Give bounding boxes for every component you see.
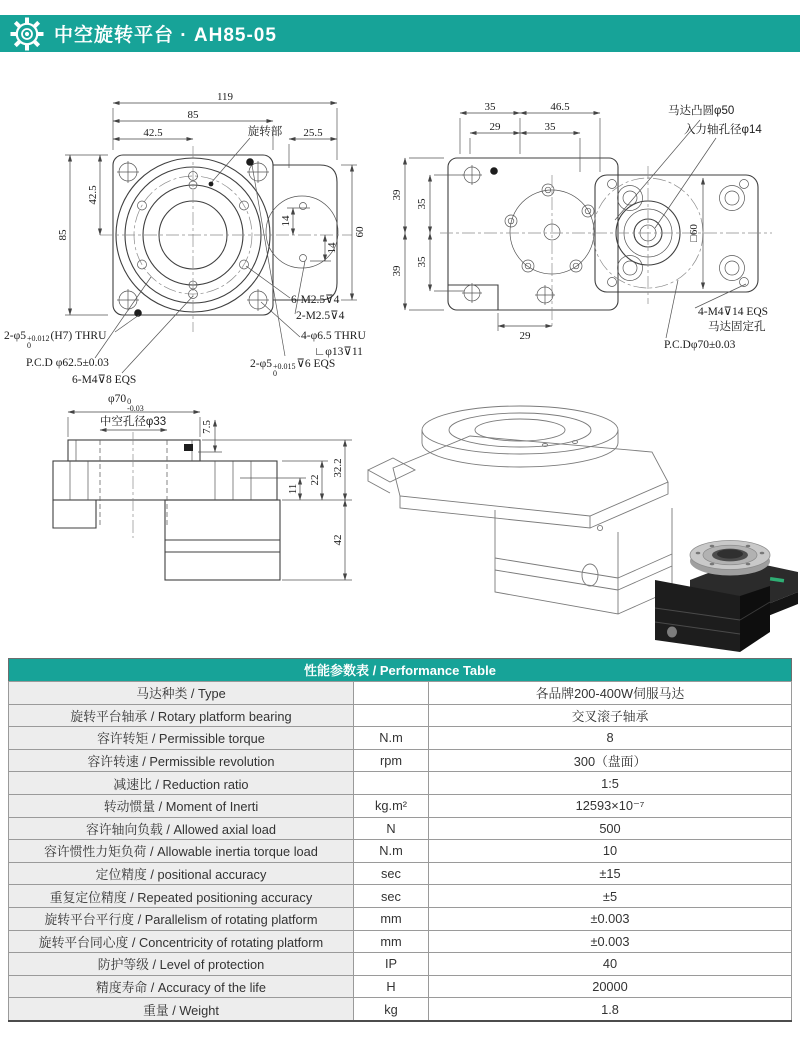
- spec-value-cell: 1.8: [429, 998, 792, 1021]
- drawing-canvas: [0, 80, 800, 658]
- note-prefix: 2-φ5: [4, 330, 26, 342]
- spec-unit-cell: N.m: [354, 840, 429, 863]
- isometric-drawing: [368, 406, 672, 614]
- dim-label: 14: [280, 215, 292, 227]
- spec-value-cell: 500: [429, 817, 792, 840]
- table-row: [9, 704, 792, 727]
- note-prefix: φ70: [108, 393, 127, 405]
- spec-unit-cell: mm: [354, 930, 429, 953]
- spec-value-cell: 12593×10⁻⁷: [429, 794, 792, 817]
- dim-label: 39: [391, 265, 403, 277]
- spec-value-cell: 10: [429, 840, 792, 863]
- spec-label-cell: 马达种类 / Type: [9, 682, 354, 705]
- spec-label-cell: 旋转平台轴承 / Rotary platform bearing: [9, 704, 354, 727]
- spec-value-cell: ±0.003: [429, 907, 792, 930]
- table-row: [9, 907, 792, 930]
- tolerance-stack: [127, 398, 144, 412]
- note-prefix: 2-φ5: [250, 358, 272, 370]
- spec-value-cell: 交叉滚子轴承: [429, 704, 792, 727]
- dim-label: 85: [187, 109, 199, 121]
- drawing-note: 6-M4⊽8 EQS: [72, 374, 137, 386]
- hollow-bore-label: 中空孔径φ33: [99, 416, 167, 428]
- table-row: [9, 885, 792, 908]
- spec-unit-cell: IP: [354, 953, 429, 976]
- dim-label: 35: [484, 101, 496, 113]
- spec-label-cell: 减速比 / Reduction ratio: [9, 772, 354, 795]
- dim-label: 25.5: [303, 127, 323, 139]
- dim-label: 35: [416, 256, 428, 268]
- drawing-note: [4, 330, 106, 349]
- dim-label: 60: [354, 226, 366, 238]
- drawing-note: P.C.Dφ70±0.03: [664, 339, 736, 351]
- drawing-note: 6-M2.5⊽4: [291, 294, 340, 306]
- dim-label: 46.5: [550, 101, 570, 113]
- dim-label: 7.5: [201, 420, 213, 434]
- section-view-drawing: [53, 412, 352, 580]
- spec-label-cell: 重量 / Weight: [9, 998, 354, 1021]
- spec-label-cell: 定位精度 / positional accuracy: [9, 862, 354, 885]
- drawing-note: 4-M4⊽14 EQS: [698, 306, 769, 318]
- drawing-note: [250, 356, 335, 377]
- spec-value-cell: ±15: [429, 862, 792, 885]
- spec-unit-cell: sec: [354, 862, 429, 885]
- page-header: [0, 15, 800, 52]
- table-row: [9, 817, 792, 840]
- spec-unit-cell: kg: [354, 998, 429, 1021]
- note-suffix: ⊽6 EQS: [296, 358, 336, 370]
- dim-label: 14: [326, 242, 338, 254]
- note-suffix: (H7) THRU: [50, 330, 107, 342]
- spec-label-cell: 容许转矩 / Permissible torque: [9, 727, 354, 750]
- tolerance-stack: [273, 363, 296, 377]
- table-row: [9, 975, 792, 998]
- table-title: 性能参数表 / Performance Table: [8, 658, 792, 681]
- input-bore-label: 入力轴孔径φ14: [684, 124, 762, 136]
- spec-unit-cell: mm: [354, 907, 429, 930]
- dim-label: 119: [216, 91, 234, 103]
- table-row: [9, 794, 792, 817]
- table-row: [9, 953, 792, 976]
- drawing-note: ∟φ13⊽11: [314, 346, 363, 358]
- spec-label-cell: 转动惯量 / Moment of Inerti: [9, 794, 354, 817]
- spec-unit-cell: kg.m²: [354, 794, 429, 817]
- spec-value-cell: 20000: [429, 975, 792, 998]
- spec-unit-cell: N: [354, 817, 429, 840]
- dim-label: 39: [391, 189, 403, 201]
- spec-unit-cell: [354, 682, 429, 705]
- gear-icon: [10, 17, 44, 51]
- dim-label: 42.5: [87, 185, 99, 205]
- spec-unit-cell: [354, 704, 429, 727]
- table-row: [9, 727, 792, 750]
- table-row: [9, 840, 792, 863]
- tol-top: +0.015: [272, 362, 296, 371]
- table-row: [9, 772, 792, 795]
- table-row: [9, 998, 792, 1021]
- spec-label-cell: 精度寿命 / Accuracy of the life: [9, 975, 354, 998]
- drawing-note: 2-M2.5⊽4: [296, 310, 345, 322]
- product-photo: [655, 541, 798, 653]
- drawing-note: P.C.D φ62.5±0.03: [26, 357, 109, 369]
- spec-label-cell: 旋转平台同心度 / Concentricity of rotating platform: [9, 930, 354, 953]
- spec-label-cell: 重复定位精度 / Repeated positioning accuracy: [9, 885, 354, 908]
- spec-unit-cell: H: [354, 975, 429, 998]
- spec-value-cell: 1:5: [429, 772, 792, 795]
- rotating-part-label: 旋转部: [247, 126, 283, 138]
- spec-value-cell: 300（盘面）: [429, 749, 792, 772]
- dim-label: 32.2: [332, 458, 344, 478]
- spec-unit-cell: [354, 772, 429, 795]
- dim-label: 42.5: [143, 127, 163, 139]
- tol-bot: 0: [26, 341, 31, 350]
- spec-unit-cell: N.m: [354, 727, 429, 750]
- dim-label: 22: [309, 474, 321, 486]
- drawing-note: [108, 393, 145, 412]
- spec-label-cell: 防护等级 / Level of protection: [9, 953, 354, 976]
- spec-value-cell: ±5: [429, 885, 792, 908]
- spec-value-cell: 40: [429, 953, 792, 976]
- dim-label: 35: [544, 121, 556, 133]
- motor-boss-label: 马达凸圆φ50: [668, 105, 735, 117]
- spec-label-cell: 容许转速 / Permissible revolution: [9, 749, 354, 772]
- spec-label-cell: 容许轴向负载 / Allowed axial load: [9, 817, 354, 840]
- dim-label: 29: [519, 330, 531, 342]
- spec-value-cell: 各品牌200-400W伺服马达: [429, 682, 792, 705]
- dim-label: 29: [489, 121, 501, 133]
- table-row: [9, 749, 792, 772]
- tol-bot: -0.03: [127, 404, 144, 413]
- drawing-note: 马达固定孔: [708, 321, 766, 333]
- dim-label: 42: [332, 534, 344, 546]
- tol-bot: 0: [272, 369, 277, 378]
- spec-label-cell: 旋转平台平行度 / Parallelism of rotating platform: [9, 907, 354, 930]
- dim-label: □60: [688, 224, 700, 242]
- tolerance-stack: [27, 335, 50, 349]
- table-row: [9, 862, 792, 885]
- dim-label: 85: [57, 229, 69, 241]
- performance-table: [8, 681, 792, 1022]
- dim-label: 35: [416, 198, 428, 210]
- drawing-note: 4-φ6.5 THRU: [301, 330, 366, 342]
- tol-top: 0: [127, 397, 132, 406]
- tol-top: +0.012: [26, 334, 50, 343]
- spec-label-cell: 容许惯性力矩负荷 / Allowable inertia torque load: [9, 840, 354, 863]
- dim-label: 11: [287, 483, 299, 495]
- spec-value-cell: ±0.003: [429, 930, 792, 953]
- performance-table-section: [8, 658, 792, 1022]
- table-row: [9, 682, 792, 705]
- spec-unit-cell: sec: [354, 885, 429, 908]
- table-row: [9, 930, 792, 953]
- technical-drawings: [0, 80, 800, 658]
- spec-unit-cell: rpm: [354, 749, 429, 772]
- spec-value-cell: 8: [429, 727, 792, 750]
- page-title: 中空旋转平台 · AH85-05: [54, 25, 277, 46]
